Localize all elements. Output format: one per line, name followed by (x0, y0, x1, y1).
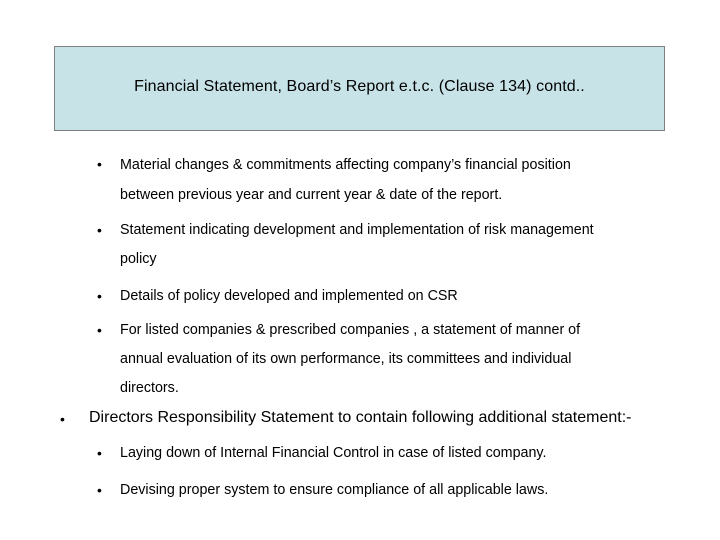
sub-item-3-line-1: Details of policy developed and implemented on CSR (120, 288, 458, 304)
slide-title: Financial Statement, Board’s Report e.t.c. (Clause 134) contd.. (134, 78, 585, 95)
sub-item-2-line-2: policy (120, 251, 157, 267)
bullet-icon: • (60, 411, 65, 427)
bullet-icon: • (97, 482, 102, 498)
sub-item-4-line-1: For listed companies & prescribed companies , a statement of manner of (120, 322, 581, 338)
sub-item-4-line-2: annual evaluation of its own performance, its committees and individual (120, 351, 572, 367)
main-sub-item-2: Devising proper system to ensure compliance of all applicable laws. (120, 482, 549, 498)
title-box (54, 46, 665, 131)
sub-item-1-line-2: between previous year and current year & date of the report. (120, 187, 503, 203)
bullet-icon: • (97, 156, 102, 172)
bullet-icon: • (97, 222, 102, 238)
bullet-icon: • (97, 445, 102, 461)
bullet-icon: • (97, 322, 102, 338)
main-sub-item-1: Laying down of Internal Financial Control in case of listed company. (120, 445, 547, 461)
main-item-text: Directors Responsibility Statement to contain following additional statement:- (89, 409, 632, 426)
sub-item-2-line-1: Statement indicating development and implementation of risk management (120, 222, 594, 238)
sub-item-1-line-1: Material changes & commitments affecting company’s financial position (120, 157, 571, 173)
bullet-icon: • (97, 288, 102, 304)
sub-item-4-line-3: directors. (120, 380, 179, 396)
